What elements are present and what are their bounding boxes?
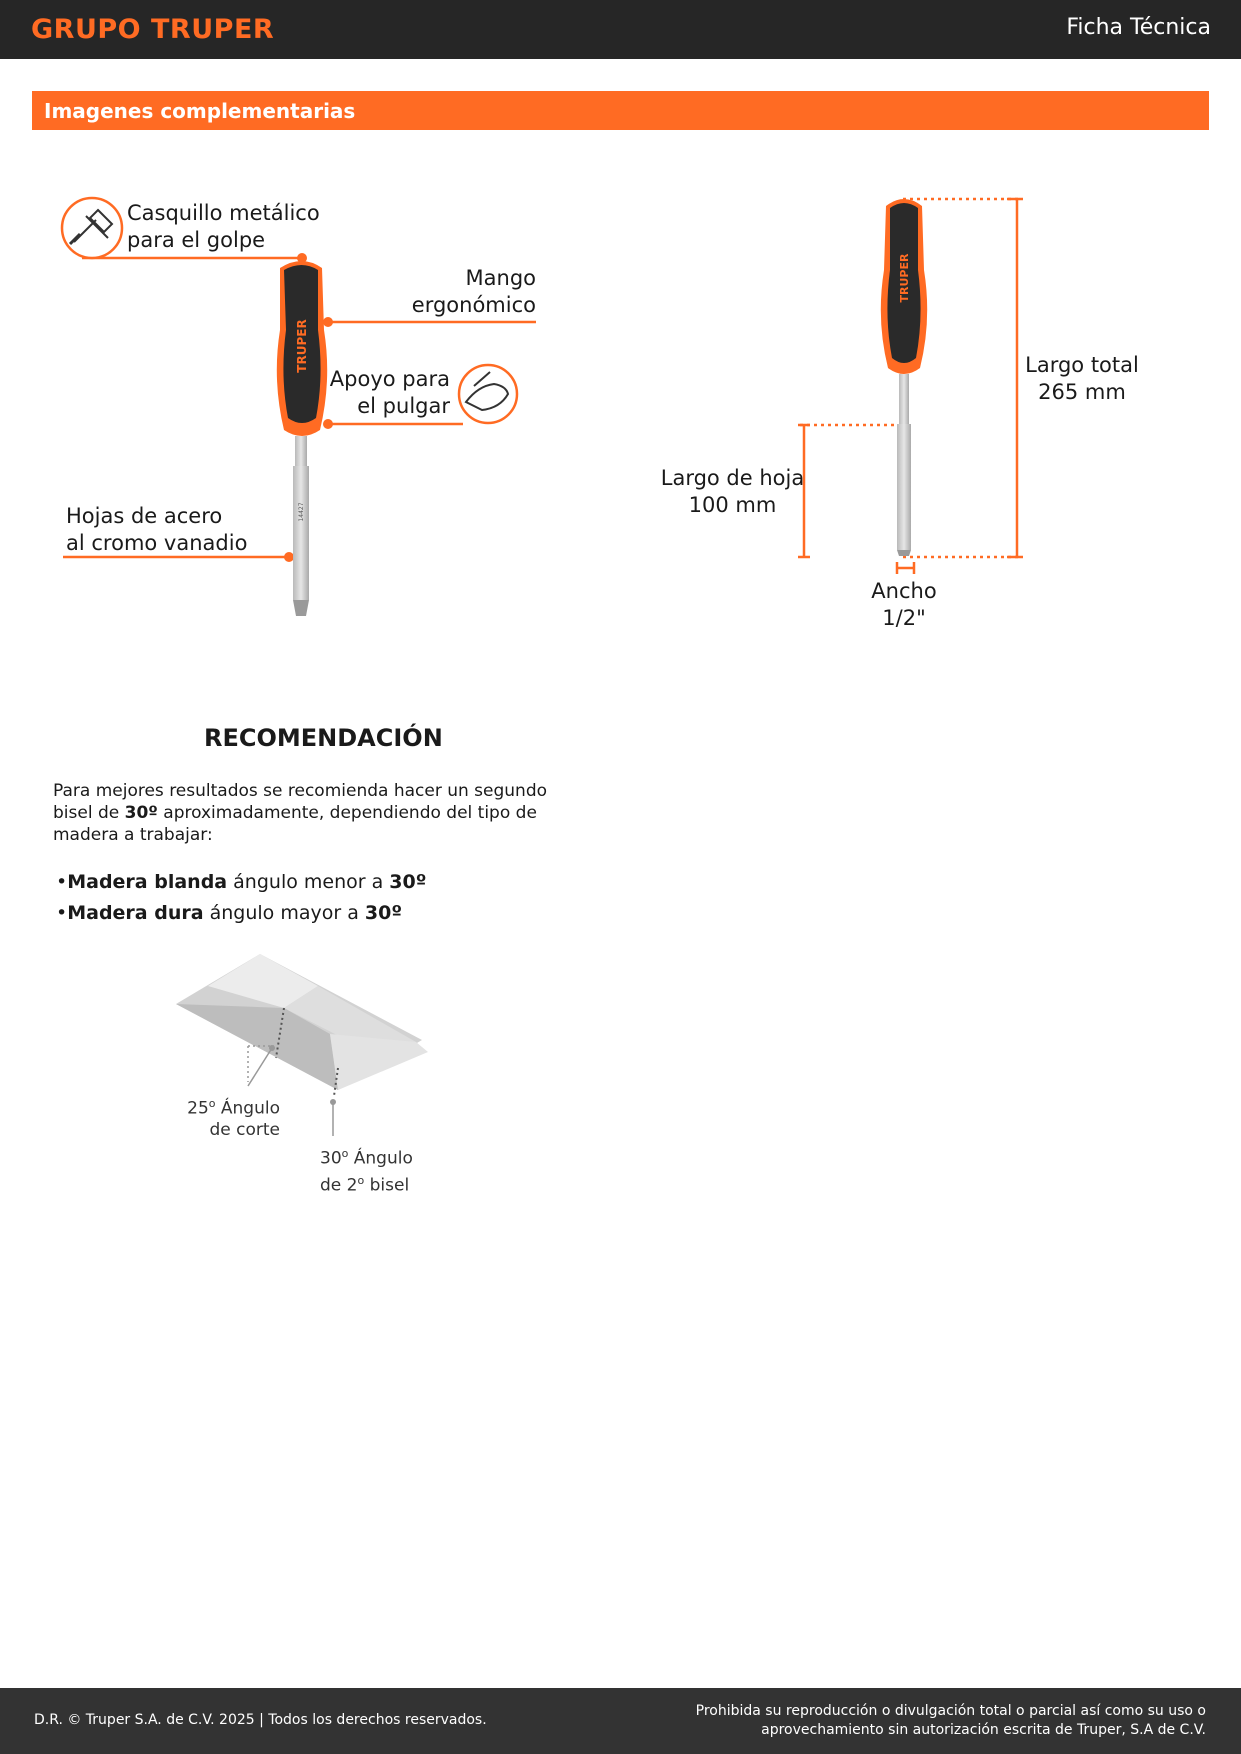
section-title: Imagenes complementarias <box>44 99 356 123</box>
callout-mango: Mango ergonómico <box>411 266 536 317</box>
thumb-support-icon <box>459 365 517 423</box>
dimension-blade-length: Largo de hoja 100 mm <box>660 466 805 517</box>
brand-logo: GRUPO TRUPER <box>31 14 275 45</box>
list-item: •Madera dura ángulo mayor a 30º <box>56 902 403 924</box>
footer-bar <box>0 1688 1241 1754</box>
cut-angle-label: 25$^o$ Ángulo de corte <box>187 1097 280 1140</box>
callout-hojas: Hojas de acero al cromo vanadio <box>66 504 248 555</box>
chisel-dimension-illustration <box>881 199 927 556</box>
dimension-width: Ancho 1/2" <box>871 579 937 630</box>
bevel-angle-label: 30$^o$ Ángulo de 2$^o$ bisel <box>320 1147 413 1196</box>
blade-code-text: 14427 <box>298 502 305 522</box>
list-item: •Madera blanda ángulo menor a 30º <box>56 871 427 893</box>
section-header <box>32 91 1209 130</box>
recommendation-bullets <box>56 867 426 929</box>
document-type: Ficha Técnica <box>1066 15 1211 40</box>
handle-brand-text: TRUPER <box>295 319 309 373</box>
header-bar <box>0 0 1241 59</box>
recommendation-text: Para mejores resultados se recomienda hacer un segundo bisel de 30º aproximadamente, dependiendo del tipo de madera a trabajar: <box>53 781 548 845</box>
legal-notice: Prohibida su reproducción o divulgación total o parcial así como su uso o aprovechamiento sin autorización escrita de Truper, S.A de C.V. <box>695 1703 1206 1738</box>
copyright-text: D.R. © Truper S.A. de C.V. 2025 | Todos los derechos reservados. <box>34 1712 487 1728</box>
callout-casquillo: Casquillo metálico para el golpe <box>127 201 320 252</box>
recommendation-title: RECOMENDACIÓN <box>204 724 443 752</box>
callout-apoyo: Apoyo para el pulgar <box>329 367 450 418</box>
handle-brand-text-2: TRUPER <box>898 253 911 303</box>
hammer-strike-icon <box>62 198 122 258</box>
dimension-total-length: Largo total 265 mm <box>1025 353 1139 404</box>
